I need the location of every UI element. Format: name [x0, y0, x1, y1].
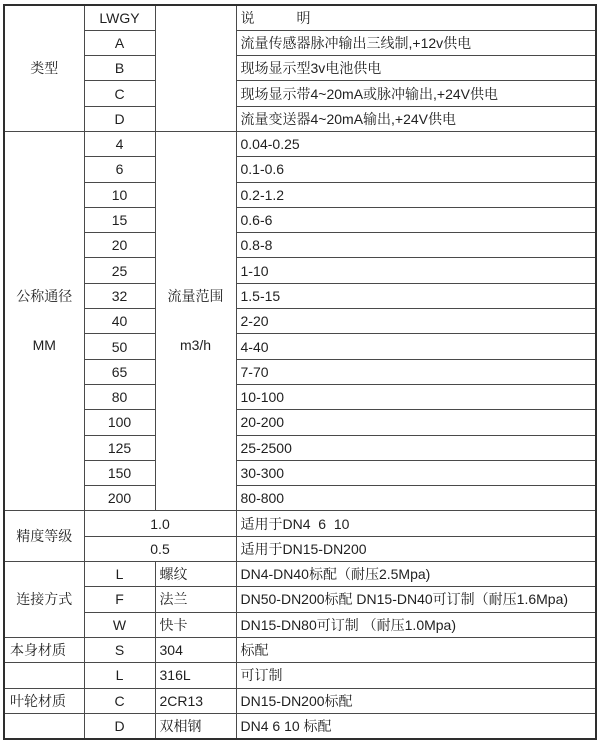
type-desc-cell: 流量传感器脉冲输出三线制,+12v供电 — [236, 30, 596, 55]
body-material-desc-cell: 可订制 — [236, 663, 596, 688]
body-material-code-cell: L — [84, 663, 155, 688]
connection-code-cell: F — [84, 587, 155, 612]
flow-range-value-cell: 4-40 — [236, 334, 596, 359]
type-code-cell: B — [84, 56, 155, 81]
type-desc-cell: 流量变送器4~20mA输出,+24V供电 — [236, 106, 596, 131]
impeller-material-name-cell: 双相钢 — [155, 713, 236, 738]
header-row — [4, 5, 596, 30]
dn-value-cell: 10 — [84, 182, 155, 207]
impeller-material-desc-cell: DN15-DN200标配 — [236, 688, 596, 713]
impeller-material-code-cell: C — [84, 688, 155, 713]
connection-name-cell: 螺纹 — [155, 562, 236, 587]
accuracy-grade-cell: 0.5 — [84, 536, 236, 561]
table-row — [4, 511, 596, 536]
flow-range-value-cell: 1.5-15 — [236, 283, 596, 308]
flow-range-label-cell — [155, 131, 236, 510]
flow-range-value-cell: 0.2-1.2 — [236, 182, 596, 207]
body-material-code-cell: S — [84, 637, 155, 662]
flow-range-value-cell: 0.04-0.25 — [236, 131, 596, 156]
table-row — [4, 56, 596, 81]
type-section-label: 类型 — [4, 5, 84, 131]
table-row — [4, 309, 596, 334]
table-row — [4, 562, 596, 587]
diameter-label-line2: MM — [32, 337, 56, 354]
impeller-material-section-label: 叶轮材质 — [4, 688, 84, 713]
table-row — [4, 106, 596, 131]
dn-value-cell: 200 — [84, 486, 155, 511]
diameter-label-line1: 公称通径 — [16, 288, 73, 305]
dn-value-cell: 4 — [84, 131, 155, 156]
dn-value-cell: 125 — [84, 435, 155, 460]
body-material-desc-cell: 标配 — [236, 637, 596, 662]
empty-label-cell — [4, 663, 84, 688]
impeller-material-name-cell: 2CR13 — [155, 688, 236, 713]
flow-range-value-cell: 80-800 — [236, 486, 596, 511]
flow-range-label-line2: m3/h — [179, 337, 212, 354]
flow-range-value-cell: 0.1-0.6 — [236, 157, 596, 182]
flow-range-value-cell: 10-100 — [236, 384, 596, 409]
empty-spacer-cell — [155, 5, 236, 131]
connection-name-cell: 法兰 — [155, 587, 236, 612]
table-row — [4, 536, 596, 561]
dn-value-cell: 32 — [84, 283, 155, 308]
flow-range-value-cell: 20-200 — [236, 410, 596, 435]
accuracy-desc-cell: 适用于DN4 6 10 — [236, 511, 596, 536]
table-row — [4, 131, 596, 156]
table-row — [4, 81, 596, 106]
table-row — [4, 663, 596, 688]
table-row — [4, 713, 596, 738]
table-row — [4, 637, 596, 662]
table-row — [4, 435, 596, 460]
flow-range-value-cell: 30-300 — [236, 460, 596, 485]
type-desc-cell: 现场显示带4~20mA或脉冲输出,+24V供电 — [236, 81, 596, 106]
dn-value-cell: 65 — [84, 359, 155, 384]
empty-label-cell — [4, 713, 84, 738]
connection-desc-cell: DN50-DN200标配 DN15-DN40可订制（耐压1.6Mpa) — [236, 587, 596, 612]
table-row — [4, 182, 596, 207]
flow-range-label-line1: 流量范围 — [167, 288, 224, 305]
body-material-name-cell: 316L — [155, 663, 236, 688]
connection-desc-cell: DN4-DN40标配（耐压2.5Mpa) — [236, 562, 596, 587]
flow-range-value-cell: 0.8-8 — [236, 233, 596, 258]
table-row — [4, 359, 596, 384]
table-row — [4, 688, 596, 713]
flow-range-value-cell: 25-2500 — [236, 435, 596, 460]
table-row — [4, 384, 596, 409]
dn-value-cell: 40 — [84, 309, 155, 334]
impeller-material-code-cell: D — [84, 713, 155, 738]
table-row — [4, 283, 596, 308]
connection-desc-cell: DN15-DN80可订制 （耐压1.0Mpa) — [236, 612, 596, 637]
table-row — [4, 30, 596, 55]
table-row — [4, 207, 596, 232]
table-row — [4, 157, 596, 182]
type-code-cell: D — [84, 106, 155, 131]
flow-range-value-cell: 0.6-6 — [236, 207, 596, 232]
diameter-section-label — [4, 131, 84, 510]
table-row — [4, 587, 596, 612]
table-row — [4, 486, 596, 511]
flowmeter-spec-table — [3, 4, 597, 740]
table-row — [4, 233, 596, 258]
flow-range-value-cell: 1-10 — [236, 258, 596, 283]
connection-code-cell: L — [84, 562, 155, 587]
dn-value-cell: 150 — [84, 460, 155, 485]
dn-value-cell: 50 — [84, 334, 155, 359]
table-row — [4, 460, 596, 485]
dn-value-cell: 6 — [84, 157, 155, 182]
table-row — [4, 258, 596, 283]
model-code-cell: LWGY — [84, 5, 155, 30]
accuracy-section-label: 精度等级 — [4, 511, 84, 562]
table-row — [4, 334, 596, 359]
dn-value-cell: 80 — [84, 384, 155, 409]
table-row — [4, 410, 596, 435]
accuracy-grade-cell: 1.0 — [84, 511, 236, 536]
flow-range-value-cell: 7-70 — [236, 359, 596, 384]
dn-value-cell: 100 — [84, 410, 155, 435]
flow-range-value-cell: 2-20 — [236, 309, 596, 334]
type-code-cell: C — [84, 81, 155, 106]
table-row — [4, 612, 596, 637]
dn-value-cell: 15 — [84, 207, 155, 232]
type-desc-cell: 现场显示型3v电池供电 — [236, 56, 596, 81]
connection-section-label: 连接方式 — [4, 562, 84, 638]
dn-value-cell: 20 — [84, 233, 155, 258]
accuracy-desc-cell: 适用于DN15-DN200 — [236, 536, 596, 561]
connection-code-cell: W — [84, 612, 155, 637]
body-material-name-cell: 304 — [155, 637, 236, 662]
dn-value-cell: 25 — [84, 258, 155, 283]
description-header-cell: 说 明 — [236, 5, 596, 30]
connection-name-cell: 快卡 — [155, 612, 236, 637]
body-material-section-label: 本身材质 — [4, 637, 84, 662]
impeller-material-desc-cell: DN4 6 10 标配 — [236, 713, 596, 738]
type-code-cell: A — [84, 30, 155, 55]
